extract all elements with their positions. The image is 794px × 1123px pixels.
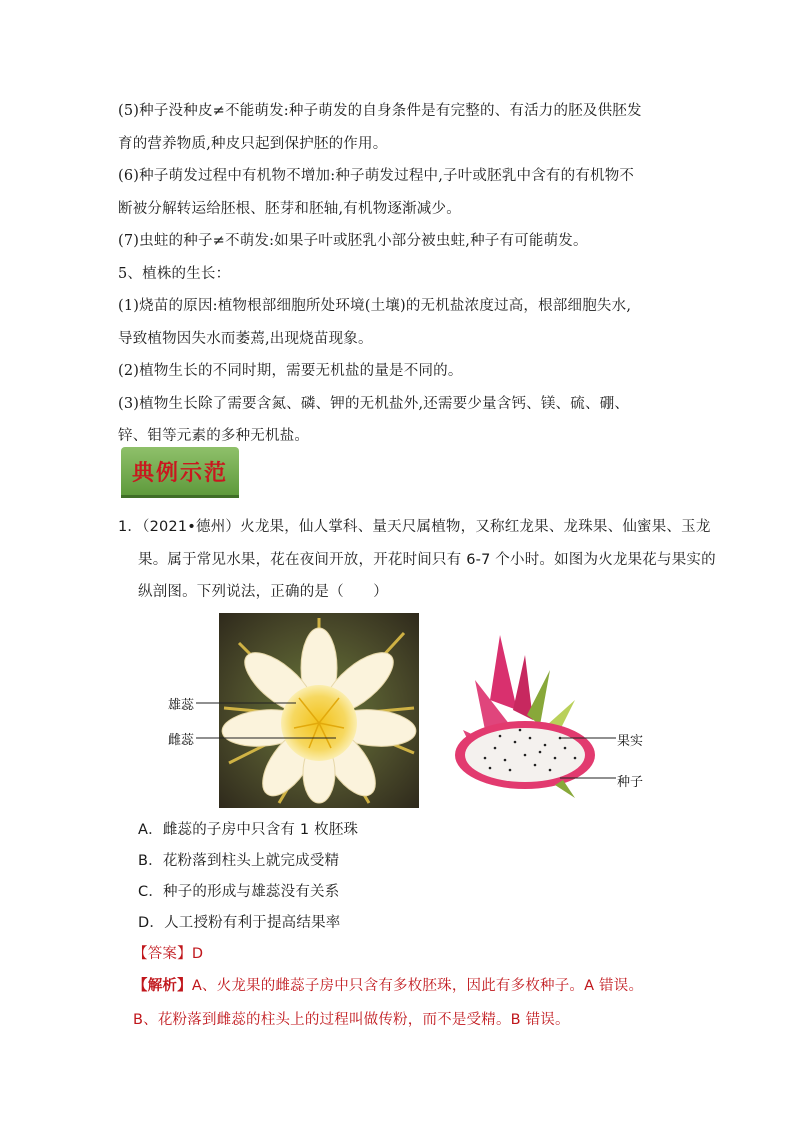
note-line-6a: (6)种子萌发过程中有机物不增加:种子萌发过程中,子叶或胚乳中含有的有机物不	[118, 168, 635, 184]
note-line-g3b: 锌、钼等元素的多种无机盐。	[118, 428, 310, 444]
note-line-7: (7)虫蛀的种子≠不萌发:如果子叶或胚乳小部分被虫蛀,种子有可能萌发。	[118, 233, 588, 249]
example-banner	[121, 447, 239, 495]
note-line-g1a: (1)烧苗的原因:植物根部细胞所处环境(土壤)的无机盐浓度过高，根部细胞失水,	[118, 298, 632, 314]
analysis-line-2: B、花粉落到雌蕊的柱头上的过程叫做传粉，而不是受精。B 错误。	[133, 1012, 570, 1028]
label-seed: 种子	[617, 775, 644, 790]
section-heading-5: 5、植株的生长：	[118, 266, 231, 282]
question-line-2: 果。属于常见水果，花在夜间开放，开花时间只有 6-7 个小时。如图为火龙果花与果实的	[138, 552, 716, 568]
label-fruit: 果实	[617, 734, 644, 749]
answer-line	[133, 944, 203, 964]
note-line-5a: (5)种子没种皮≠不能萌发:种子萌发的自身条件是有完整的、有活力的胚及供胚发	[118, 103, 642, 119]
analysis-text-1: A、火龙果的雌蕊子房中只含有多枚胚珠，因此有多枚种子。A 错误。	[191, 978, 644, 994]
note-line-g2: (2)植物生长的不同时期，需要无机盐的量是不同的。	[118, 363, 463, 379]
option-c: C．种子的形成与雄蕊没有关系	[138, 884, 340, 900]
note-line-g3a: (3)植物生长除了需要含氮、磷、钾的无机盐外,还需要少量含钙、镁、硫、硼、	[118, 396, 630, 412]
note-line-6b: 断被分解转运给胚根、胚芽和胚轴,有机物逐渐减少。	[118, 201, 461, 217]
option-b: B．花粉落到柱头上就完成受精	[138, 853, 340, 869]
fruit-leader-lines	[560, 730, 620, 782]
answer-tag: 【答案】	[133, 946, 192, 962]
option-a: A．雌蕊的子房中只含有 1 枚胚珠	[138, 822, 359, 838]
question-line-1: 1．（2021•德州）火龙果，仙人掌科、量天尺属植物，又称红龙果、龙珠果、仙蜜果、玉龙	[118, 519, 711, 535]
note-line-g1b: 导致植物因失水而萎蔫,出现烧苗现象。	[118, 331, 373, 347]
flower-leader-lines	[196, 695, 356, 745]
note-line-5b: 育的营养物质,种皮只起到保护胚的作用。	[118, 136, 388, 152]
question-line-3: 纵剖图。下列说法，正确的是（ ）	[138, 584, 388, 600]
option-d: D．人工授粉有利于提高结果率	[138, 915, 341, 931]
analysis-line-1	[133, 976, 643, 996]
analysis-tag: 【解析】	[133, 978, 192, 994]
label-stamen: 雄蕊	[168, 698, 195, 713]
answer-value: D	[191, 946, 204, 962]
label-pistil: 雌蕊	[168, 733, 195, 748]
banner-title: 典例示范	[131, 460, 228, 486]
